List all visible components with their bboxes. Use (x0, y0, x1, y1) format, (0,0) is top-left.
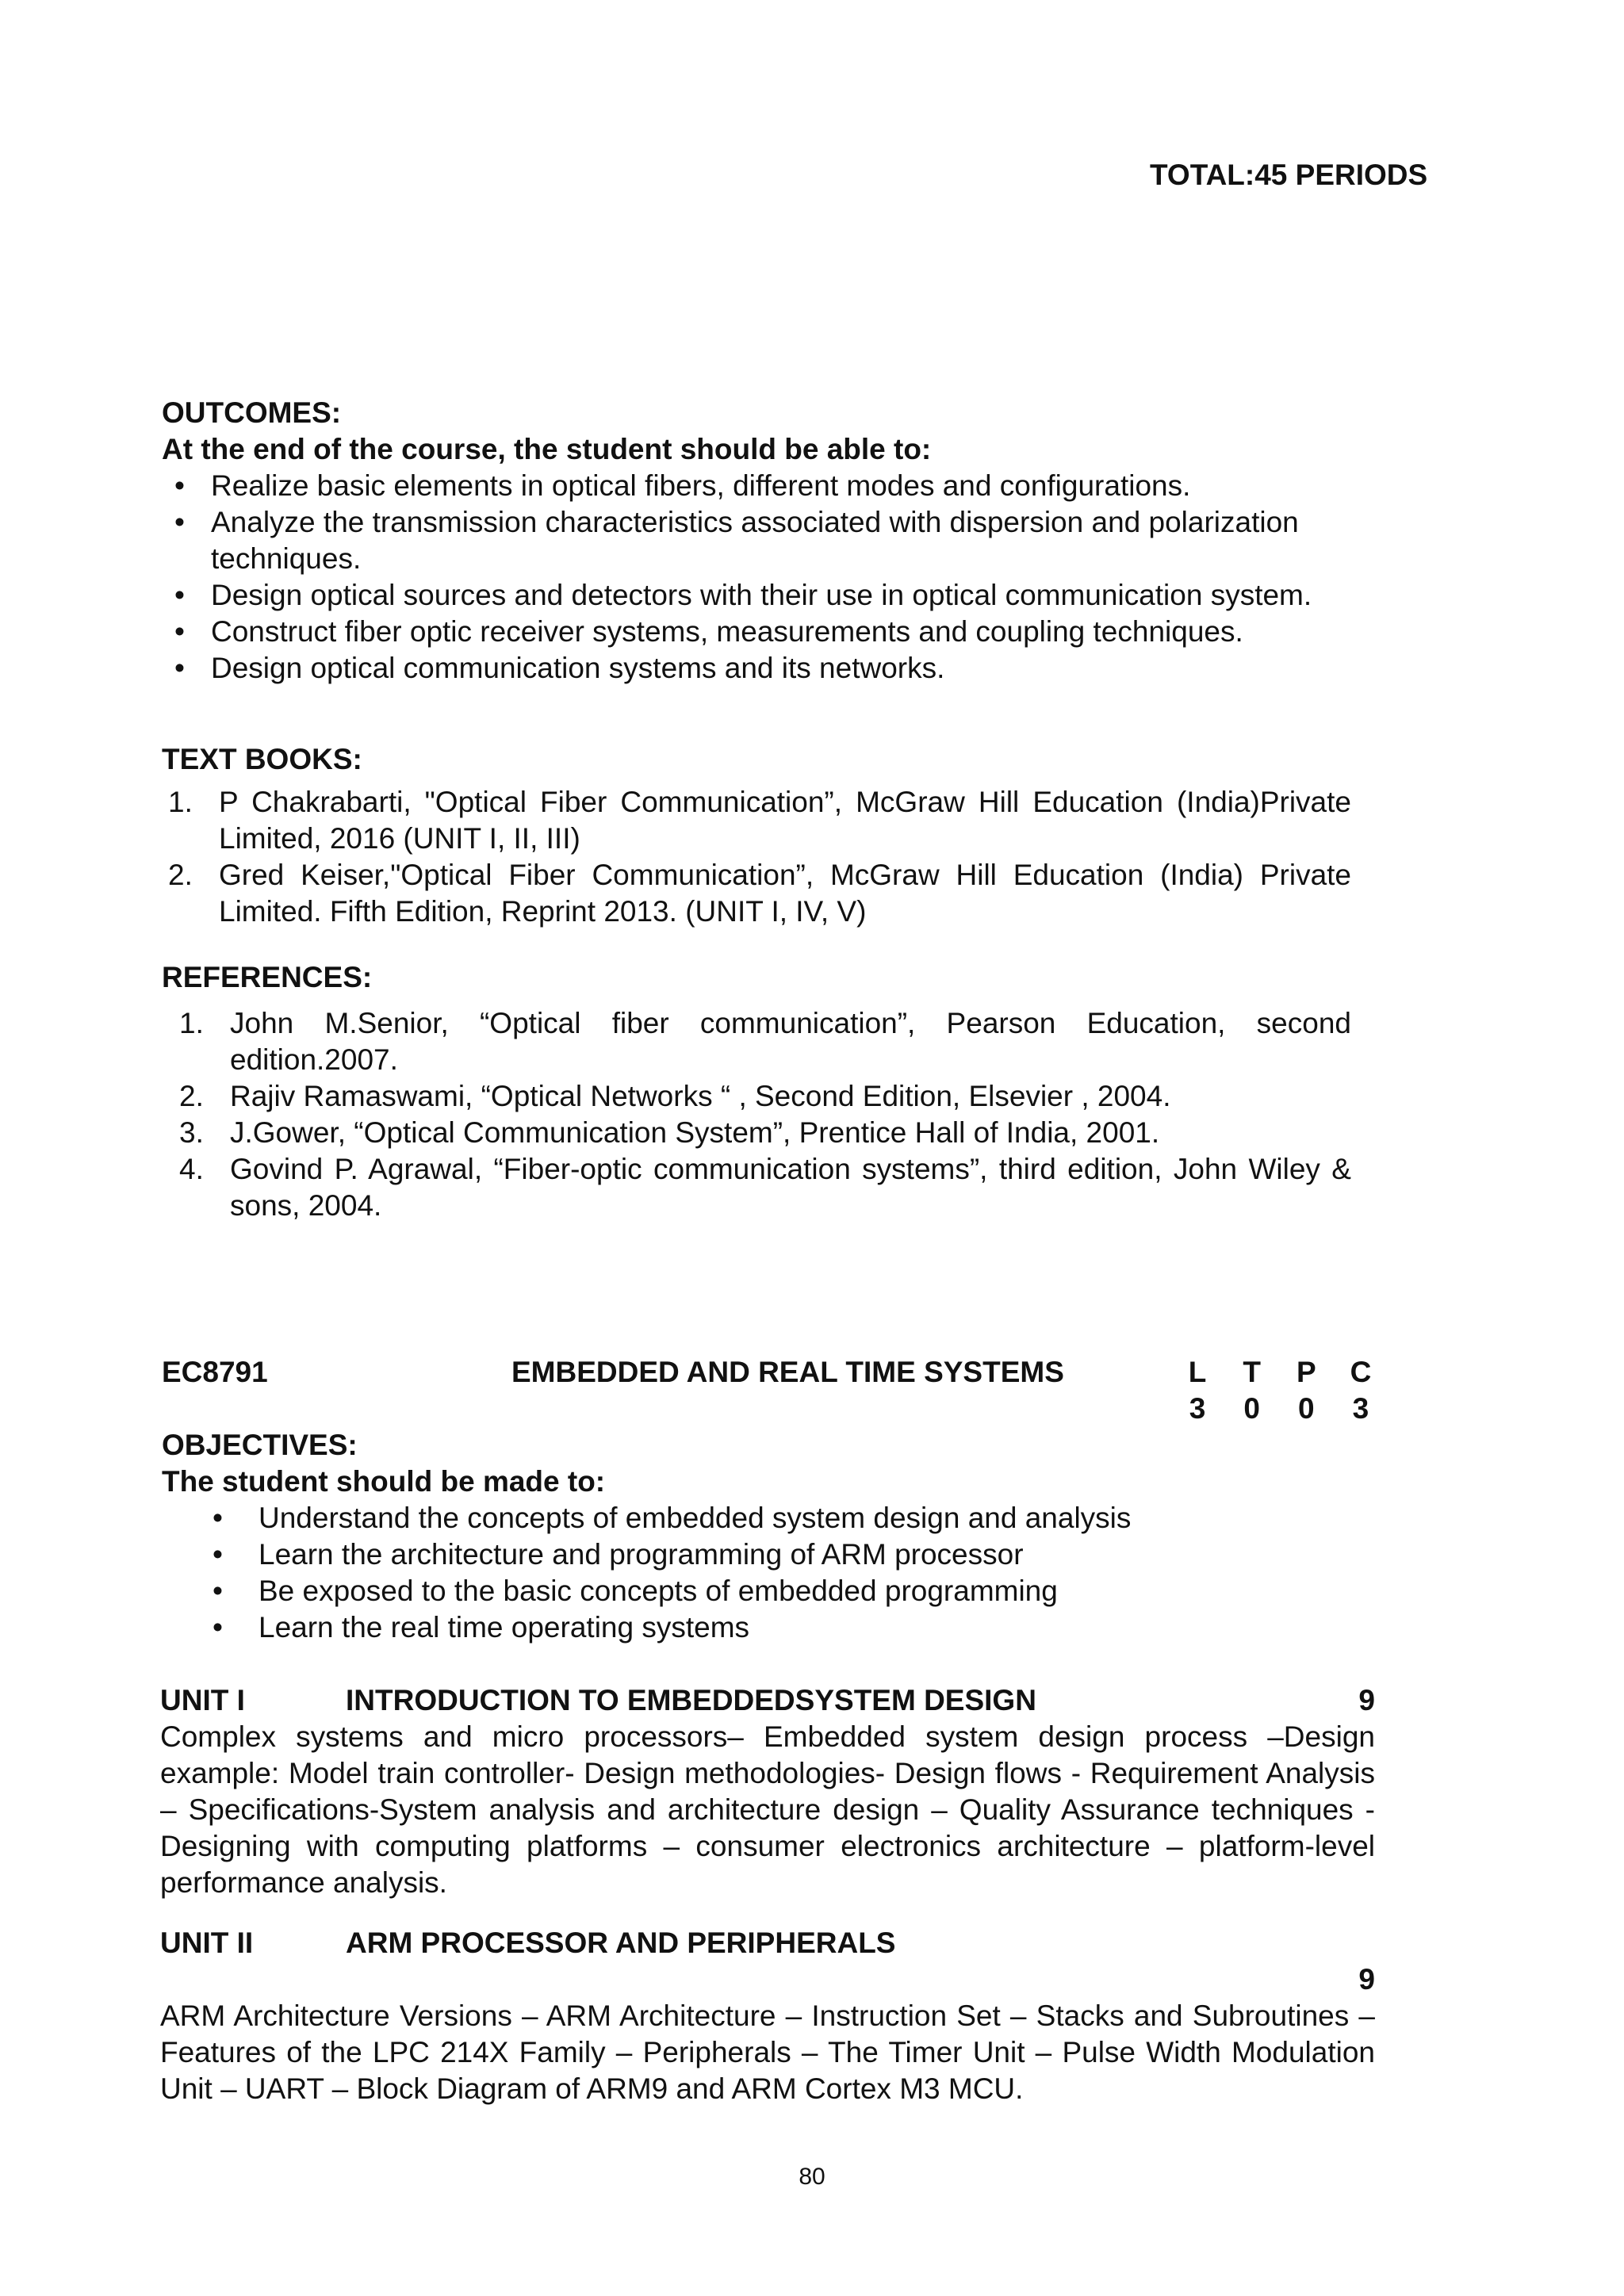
list-item: 2. Gred Keiser,"Optical Fiber Communication”, McGraw Hill Education (India) Private Limited. Fifth Edition, Reprint 2013. (UNIT I, IV, V) (168, 859, 1351, 928)
references-heading: REFERENCES: (162, 961, 373, 993)
bullet-icon: • (174, 469, 185, 502)
ltpc-table (1182, 1354, 1377, 1427)
bullet-icon: • (174, 652, 185, 684)
unit-1-section (160, 1682, 1375, 1901)
total-periods: TOTAL:45 PERIODS (1150, 159, 1428, 191)
bullet-icon: • (213, 1538, 223, 1571)
unit-1-hours: 9 (1358, 1684, 1375, 1716)
unit-2-title: ARM PROCESSOR AND PERIPHERALS (346, 1927, 896, 1959)
unit-1-body: Complex systems and micro processors– Embedded system design process –Design example: Model train controller- Design methodologies- Design flows - Requirement Analysis – Specifications-System analysis and architecture design – Quality Assurance techniques - Designing with computing platforms – consumer electronics architecture – platform-level performance analysis. (160, 1720, 1375, 1899)
list-item: 3. J.Gower, “Optical Communication System”, Prentice Hall of India, 2001. (179, 1116, 1160, 1149)
list-item: • Construct fiber optic receiver systems, measurements and coupling techniques. (211, 614, 1367, 650)
list-item: • Be exposed to the basic concepts of embedded programming (259, 1573, 1367, 1609)
bullet-icon: • (174, 506, 185, 538)
list-item: • Design optical communication systems and its networks. (211, 650, 1367, 687)
outcomes-heading: OUTCOMES: (162, 396, 342, 429)
references-section (162, 959, 1351, 1224)
bullet-icon: • (213, 1575, 223, 1607)
bullet-icon: • (174, 615, 185, 648)
outcomes-lead: At the end of the course, the student should be able to: (162, 433, 932, 465)
ltpc-values: 3 0 0 3 (1189, 1392, 1369, 1425)
unit-2-header (160, 1925, 1375, 1961)
list-item: • Analyze the transmission characteristics associated with dispersion and polarization techniques. (174, 506, 1299, 575)
unit-1-label: UNIT I (160, 1684, 245, 1716)
list-item: • Realize basic elements in optical fibers, different modes and configurations. (211, 468, 1367, 504)
course-code: EC8791 (162, 1356, 268, 1388)
unit-1-header (160, 1682, 1375, 1719)
list-item: 4. Govind P. Agrawal, “Fiber-optic communication systems”, third edition, John Wiley & sons, 2004. (179, 1153, 1351, 1222)
outcomes-list (162, 468, 1367, 687)
course-title: EMBEDDED AND REAL TIME SYSTEMS (511, 1356, 1064, 1388)
page-number: 80 (799, 2164, 825, 2190)
unit-2-label: UNIT II (160, 1927, 254, 1959)
bullet-icon: • (213, 1502, 223, 1534)
list-item: • Understand the concepts of embedded system design and analysis (259, 1500, 1367, 1536)
list-item: 1. John M.Senior, “Optical fiber communication”, Pearson Education, second edition.2007. (179, 1007, 1351, 1076)
outcomes-section (162, 395, 1367, 687)
text-books-heading: TEXT BOOKS: (162, 743, 362, 775)
objectives-section (162, 1427, 1367, 1646)
list-item: 2. Rajiv Ramaswami, “Optical Networks “ , Second Edition, Elsevier , 2004. (179, 1080, 1171, 1112)
bullet-icon: • (213, 1611, 223, 1644)
unit-2-body: ARM Architecture Versions – ARM Architecture – Instruction Set – Stacks and Subroutines – Features of the LPC 214X Family – Peripherals – The Timer Unit – Pulse Width Modulation Unit – UART – Block Diagram of ARM9 and ARM Cortex M3 MCU. (160, 1999, 1375, 2105)
bullet-icon: • (174, 579, 185, 611)
objectives-heading: OBJECTIVES: (162, 1429, 358, 1461)
unit-2-hours: 9 (1358, 1963, 1375, 1996)
list-item: • Learn the real time operating systems (259, 1609, 1367, 1646)
list-item: • Design optical sources and detectors with their use in optical communication system. (211, 577, 1367, 614)
ltpc-headers: L T P C (1188, 1356, 1372, 1388)
list-item: • Learn the architecture and programming of ARM processor (259, 1536, 1367, 1573)
objectives-list (162, 1500, 1367, 1646)
objectives-lead: The student should be made to: (162, 1465, 606, 1498)
unit-2-section (160, 1925, 1375, 2107)
text-books-section (162, 741, 1351, 930)
list-item: 1. P Chakrabarti, "Optical Fiber Communication”, McGraw Hill Education (India)Private Limited, 2016 (UNIT I, II, III) (168, 786, 1351, 855)
unit-1-title: INTRODUCTION TO EMBEDDEDSYSTEM DESIGN (346, 1684, 1036, 1716)
